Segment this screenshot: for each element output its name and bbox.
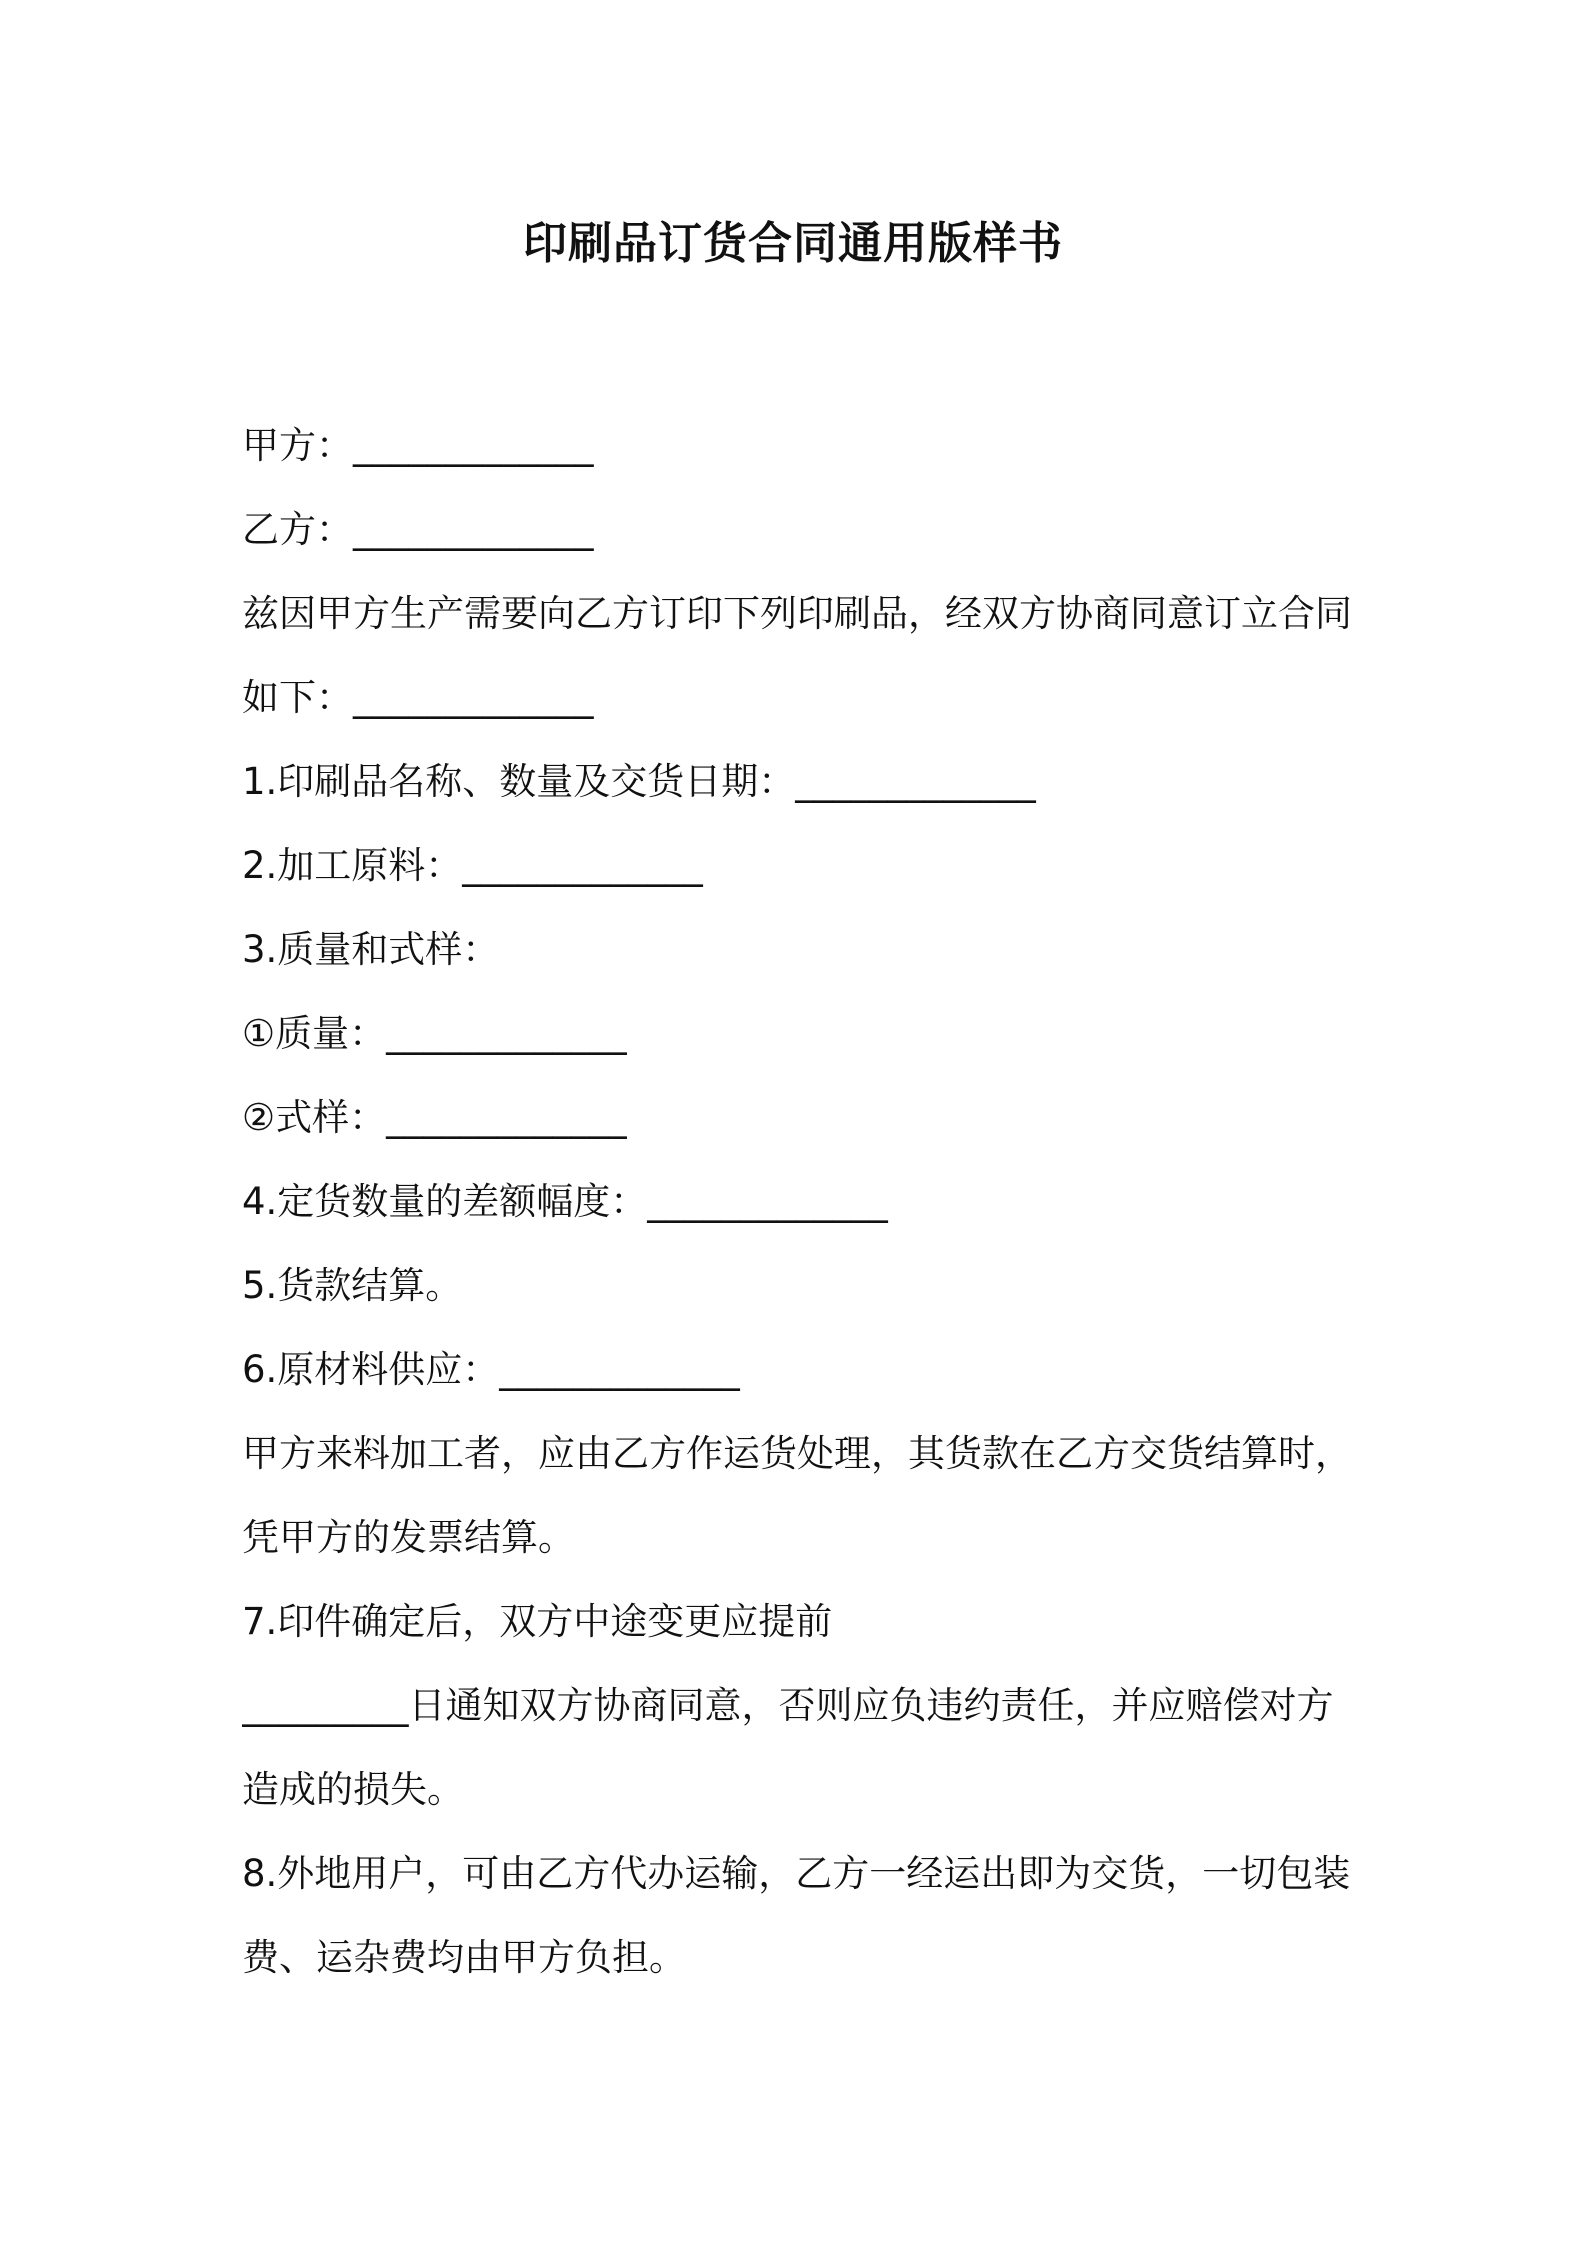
clause-8-line-1: 8.外地用户，可由乙方代办运输，乙方一经运出即为交货，一切包装 bbox=[242, 1852, 1351, 1895]
clause-5: 5.货款结算。 bbox=[242, 1264, 463, 1307]
clause-3: 3.质量和式样： bbox=[242, 928, 500, 971]
party-b-line: 乙方：_____________ bbox=[242, 508, 594, 551]
document-title: 印刷品订货合同通用版样书 bbox=[523, 218, 1063, 269]
clause-6: 6.原材料供应：_____________ bbox=[242, 1348, 740, 1391]
clause-7-line-3: 造成的损失。 bbox=[242, 1768, 464, 1811]
document-body bbox=[242, 404, 1362, 2000]
clause-6-detail-line-2: 凭甲方的发票结算。 bbox=[242, 1516, 575, 1559]
clause-6-detail-line-1: 甲方来料加工者，应由乙方作运货处理，其货款在乙方交货结算时， bbox=[242, 1432, 1352, 1475]
clause-3-style: ②式样：_____________ bbox=[242, 1096, 627, 1139]
clause-7-line-2: _________日通知双方协商同意，否则应负违约责任，并应赔偿对方 bbox=[242, 1684, 1334, 1727]
intro-paragraph-line-2: 如下：_____________ bbox=[242, 676, 594, 719]
intro-paragraph-line-1: 兹因甲方生产需要向乙方订印下列印刷品，经双方协商同意订立合同 bbox=[242, 592, 1352, 635]
party-a-line: 甲方：_____________ bbox=[242, 424, 594, 467]
clause-4: 4.定货数量的差额幅度：_____________ bbox=[242, 1180, 888, 1223]
clause-1: 1.印刷品名称、数量及交货日期：_____________ bbox=[242, 760, 1036, 803]
clause-2: 2.加工原料：_____________ bbox=[242, 844, 703, 887]
clause-3-quality: ①质量：_____________ bbox=[242, 1012, 627, 1055]
clause-7-line-1: 7.印件确定后，双方中途变更应提前 bbox=[242, 1600, 833, 1643]
clause-8-line-2: 费、运杂费均由甲方负担。 bbox=[242, 1936, 686, 1979]
